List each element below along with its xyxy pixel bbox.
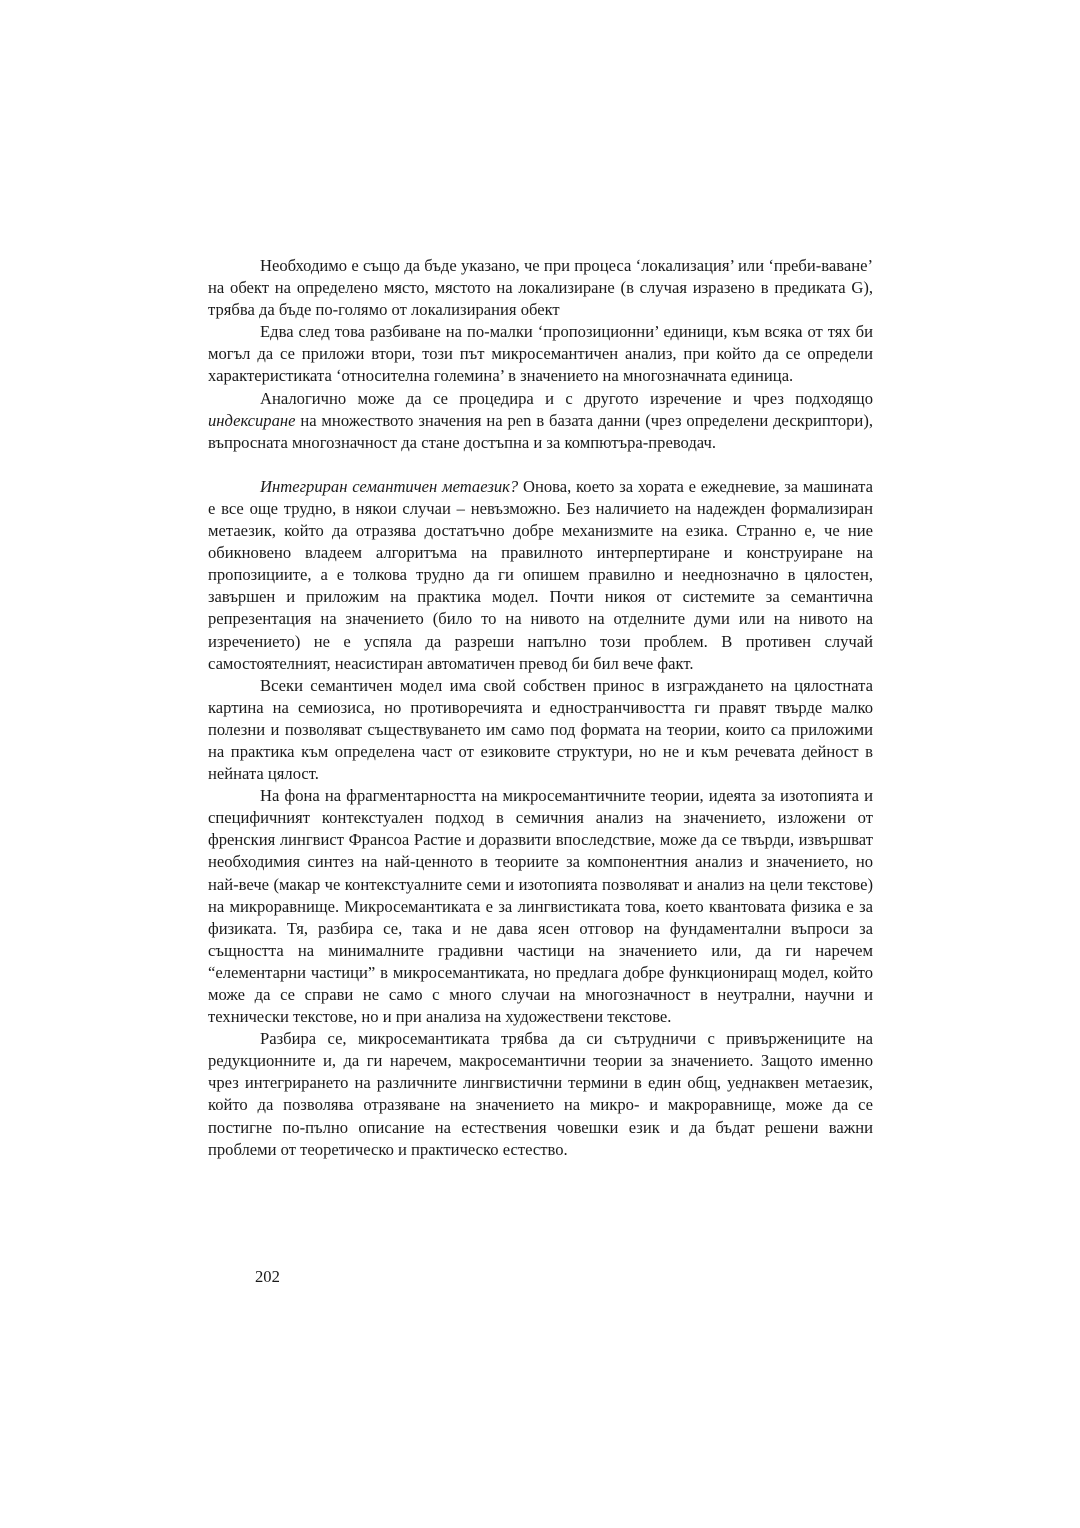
paragraph-propositional-units: Едва след това разбиване на по-малки ‘пропозиционни’ единици, към всяка от тях би могъл да се приложи втори, този път микросемантичен анализ, при който да се определи характеристиката ‘относителна големина’ в значението на многозначната единица. bbox=[208, 322, 873, 386]
page-number: 202 bbox=[255, 1267, 280, 1286]
indexing-term: индексиране bbox=[208, 410, 296, 430]
paragraph-indexing-lead: Аналогично може да се процедира и с другото изречение и чрез подходящо bbox=[260, 388, 873, 408]
paragraph-indexing bbox=[208, 388, 873, 454]
paragraph-metalanguage bbox=[208, 476, 873, 675]
paragraph-localization: Необходимо е също да бъде указано, че при процеса ‘локализация’ или ‘преби-ваване’ на обект на определено място, мястото на локализиране (в случая изразено в предиката G), трябва да бъде по-голямо от локализирания обект bbox=[208, 256, 873, 320]
section-heading-italic: Интегриран семантичен метаезик? bbox=[260, 476, 519, 496]
paragraph-semantic-models: Всеки семантичен модел има свой собствен принос в изграждането на цялостната картина на семиозиса, но противоречията и едностранчивостта ги правят твърде малко полезни и позволяват съществуването им само под формата на теории, които са приложими на практика към определена част от езиковите структури, но не и към речевата дейност в нейната цялост. bbox=[208, 675, 873, 784]
body-text bbox=[208, 255, 873, 1161]
paragraph-metalanguage-rest: Онова, което за хората е ежедневие, за машината е все още трудно, в някои случаи – невъзможно. Без наличието на надежден формализиран метаезик, който да отразява достатъчно добре механизмите на езика. Странно е, че ние обикновено владеем алгоритъма на правилното интерпертиране и конструиране на пропозициите, а е толкова трудно да ги опишем правилно и нееднозначно в цялостен, завършен и приложим на практика модел. Почти никоя от системите за семантична репрезентация на значението (било то на нивото на отделните думи или на нивото на изречението) не е успяла да разреши напълно този проблем. В противен случай самостоятелният, неасистиран автоматичен превод би бил вече факт. bbox=[208, 476, 873, 673]
paragraph-conclusion: Разбира се, микросемантиката трябва да си сътрудничи с привържениците на редукционните и, да ги наречем, макросемантични теории за значението. Защото именно чрез интегрирането на различните лингвистични термини в един общ, уеднаквен метаезик, който да позволява отразяване на значението на микро- и макроравнище, може да се постигне по-пълно описание на естествения човешки език и да бъдат решени важни проблеми от теоретическо и практическо естество. bbox=[208, 1029, 873, 1159]
paragraph-gap bbox=[208, 454, 873, 476]
paragraph-indexing-rest: на множеството значения на pen в базата данни (чрез определени дескриптори), въпросната многозначност да стане достъпна и за компютъра-преводач. bbox=[208, 410, 873, 452]
paragraph-microsemantics: На фона на фрагментарността на микросемантичните теории, идеята за изотопията и специфичният контекстуален подход в семичния анализ на значението, изложени от френския лингвист Франсоа Растие и доразвити впоследствие, може да се твърди, извършват необходимия синтез на най-ценното в теориите за компонентния анализ и значението, но най-вече (макар че контекстуалните семи и изотопията позволяват и анализ на цели текстове) на микроравнище. Микросемантиката е за лингвистиката това, което квантовата физика е за физиката. Тя, разбира се, така и не дава ясен отговор на фундаментални въпроси за същността на минималните градивни частици на значението или, да ги наречем “елементарни частици” в микросемантиката, но предлага добре функциониращ модел, който може да се справи не само с много случаи на многозначност в неутрални, научни и технически текстове, но и при анализа на художествени текстове. bbox=[208, 786, 873, 1027]
